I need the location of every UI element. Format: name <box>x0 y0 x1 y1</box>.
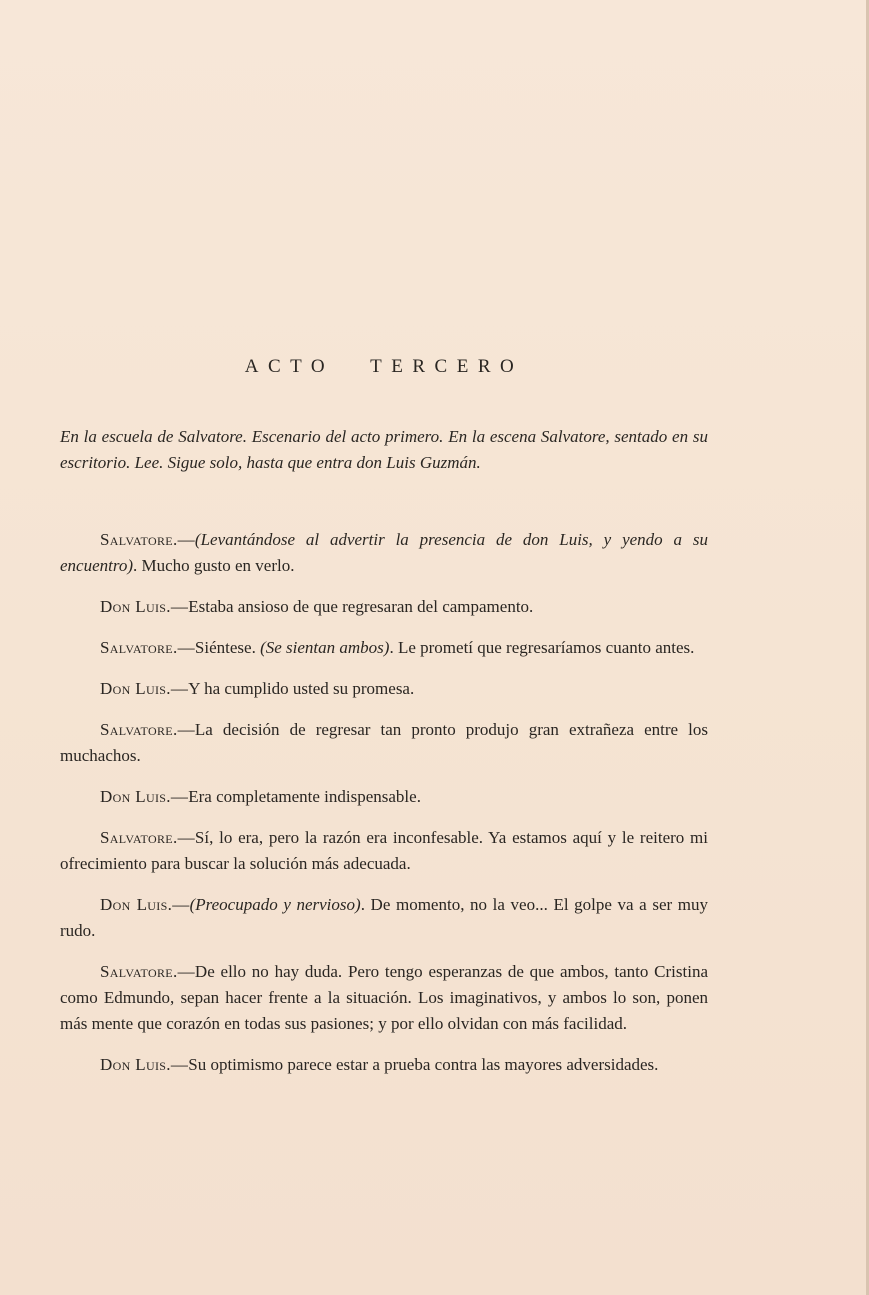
speech: Sí, lo era, pero la razón era inconfesable. Ya estamos aquí y le reitero mi ofrecimiento para buscar la solución más adecuada. <box>60 828 708 873</box>
speaker: Salvatore.— <box>100 638 195 657</box>
dialogue-line <box>60 959 708 1037</box>
dialogue-line <box>60 635 708 661</box>
speech: Su optimismo parece estar a prueba contra las mayores adversidades. <box>188 1055 659 1074</box>
speaker: Salvatore.— <box>100 530 195 549</box>
dialogue <box>60 527 708 1093</box>
speaker: Don Luis.— <box>100 1055 189 1074</box>
act-title: ACTO TERCERO <box>244 356 524 377</box>
stage-note: (Levantándose al advertir la presencia de don Luis, y yendo a su encuentro) <box>60 530 708 575</box>
speech: La decisión de regresar tan pronto produjo gran extrañeza entre los muchachos. <box>60 720 708 765</box>
speaker: Don Luis.— <box>100 787 189 806</box>
speaker: Salvatore.— <box>100 828 195 847</box>
stage-note: (Se sientan ambos) <box>260 638 390 657</box>
speaker: Salvatore.— <box>100 962 195 981</box>
dialogue-line <box>60 527 708 579</box>
speech: . Le prometí que regresaríamos cuanto antes. <box>389 638 695 657</box>
speech: Y ha cumplido usted su promesa. <box>188 679 415 698</box>
stage-note: (Preocupado y nervioso) <box>189 895 361 914</box>
stage-direction: En la escuela de Salvatore. Escenario del acto primero. En la escena Salvatore, sentado en su escritorio. Lee. Sigue solo, hasta que entra don Luis Guzmán. <box>60 427 708 472</box>
speech-pre: Siéntese. <box>194 638 261 657</box>
dialogue-line <box>60 676 708 702</box>
speech: De ello no hay duda. Pero tengo esperanzas de que ambos, tanto Cristina como Edmundo, sepan hacer frente a la situación. Los imaginativos, y ambos lo son, ponen más mente que corazón en todas sus pasiones; y por ello olvidan con más facilidad. <box>60 962 708 1033</box>
speaker: Don Luis.— <box>100 679 189 698</box>
speech: Era completamente indispensable. <box>188 787 421 806</box>
dialogue-line <box>60 717 708 769</box>
speech: Estaba ansioso de que regresaran del campamento. <box>188 597 534 616</box>
speaker: Don Luis.— <box>100 597 189 616</box>
dialogue-line <box>60 1052 708 1078</box>
speech: . De momento, no la veo... El golpe va a ser muy rudo. <box>60 895 708 940</box>
speaker: Don Luis.— <box>100 895 190 914</box>
dialogue-line <box>60 784 708 810</box>
dialogue-line <box>60 892 708 944</box>
speech: . Mucho gusto en verlo. <box>133 556 295 575</box>
dialogue-line <box>60 594 708 620</box>
speaker: Salvatore.— <box>100 720 195 739</box>
dialogue-line <box>60 825 708 877</box>
